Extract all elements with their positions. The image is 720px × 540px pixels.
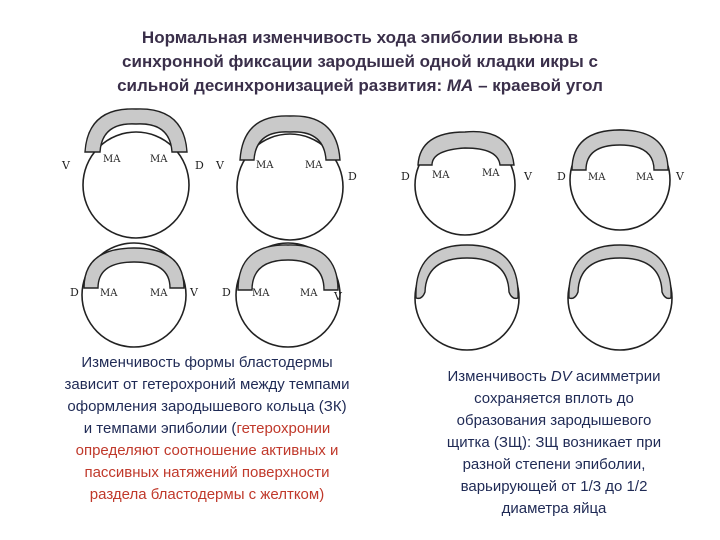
fig4-label-2: MA bbox=[588, 172, 606, 183]
embryo-figure-5 bbox=[70, 243, 199, 347]
fig2-label-2: MA bbox=[256, 160, 274, 171]
caption-right-dv: DV bbox=[550, 368, 572, 385]
fig2-label-3: MA bbox=[305, 160, 323, 171]
caption-left-line-7: раздела бластодермы с желтком) bbox=[89, 486, 325, 503]
caption-right-line-7: диаметра яйца bbox=[501, 500, 607, 517]
caption-left-red-1: гетерохронии bbox=[236, 420, 331, 437]
caption-right-line-6: варьирующей от 1/3 до 1/2 bbox=[460, 478, 648, 495]
embryo-figure-1 bbox=[61, 109, 204, 238]
fig2-label-1: V bbox=[216, 159, 224, 172]
title-line-1: Нормальная изменчивость хода эпиболии вьюна в bbox=[141, 28, 579, 47]
caption-left-line-2: зависит от гетерохроний между темпами bbox=[64, 376, 350, 393]
caption-left-line-3: оформления зародышевого кольца (ЗК) bbox=[67, 398, 347, 415]
fig6-label-4: V bbox=[334, 290, 342, 303]
title-line-3: сильной десинхронизацией развития: МА – краевой угол bbox=[117, 76, 603, 95]
fig2-label-4: D bbox=[348, 170, 357, 183]
fig3-label-4: V bbox=[524, 170, 532, 183]
fig3-label-3: MA bbox=[482, 168, 500, 179]
title-emphasis: МА bbox=[446, 76, 474, 95]
fig5-label-4: V bbox=[190, 286, 198, 299]
fig6-label-2: MA bbox=[252, 288, 270, 299]
embryo-figure-2 bbox=[215, 116, 357, 240]
fig4-label-3: MA bbox=[636, 172, 654, 183]
embryo-figure-4 bbox=[557, 130, 685, 230]
embryo-figure-7 bbox=[415, 245, 519, 350]
embryo-figure-6 bbox=[222, 243, 343, 347]
caption-right bbox=[404, 366, 704, 520]
fig6-label-3: MA bbox=[300, 288, 318, 299]
fig1-label-2: MA bbox=[103, 154, 121, 165]
fig5-label-2: MA bbox=[100, 288, 118, 299]
fig1-label-3: MA bbox=[150, 154, 168, 165]
caption-right-line-2: сохраняется вплоть до bbox=[474, 390, 634, 407]
caption-left-line-6: пассивных натяжений поверхности bbox=[84, 464, 330, 481]
fig3-label-1: D bbox=[401, 170, 410, 183]
caption-right-line-4: щитка (ЗЩ): ЗЩ возникает при bbox=[446, 434, 662, 451]
caption-left-line-5: определяют соотношение активных и bbox=[75, 442, 339, 459]
caption-right-line-3: образования зародышевого bbox=[456, 412, 652, 429]
embryo-figure-8 bbox=[568, 245, 672, 350]
caption-left bbox=[12, 352, 402, 506]
fig5-label-1: D bbox=[70, 286, 79, 299]
fig1-label-4: D bbox=[195, 159, 204, 172]
caption-right-line-5: разной степени эпиболии, bbox=[462, 456, 646, 473]
caption-left-line-1: Изменчивость формы бластодермы bbox=[81, 354, 333, 371]
fig1-label-1: V bbox=[62, 159, 70, 172]
fig4-label-4: V bbox=[676, 170, 684, 183]
embryo-figure-3 bbox=[401, 132, 533, 235]
title-line-2: синхронной фиксации зародышей одной кладки икры с bbox=[122, 52, 598, 71]
fig3-label-2: MA bbox=[432, 170, 450, 181]
fig6-label-1: D bbox=[222, 286, 231, 299]
caption-right-line-1: Изменчивость DV асимметрии bbox=[447, 368, 661, 385]
fig5-label-3: MA bbox=[150, 288, 168, 299]
fig4-label-1: D bbox=[557, 170, 566, 183]
caption-left-line-4: и темпами эпиболии (гетерохронии bbox=[83, 420, 331, 437]
